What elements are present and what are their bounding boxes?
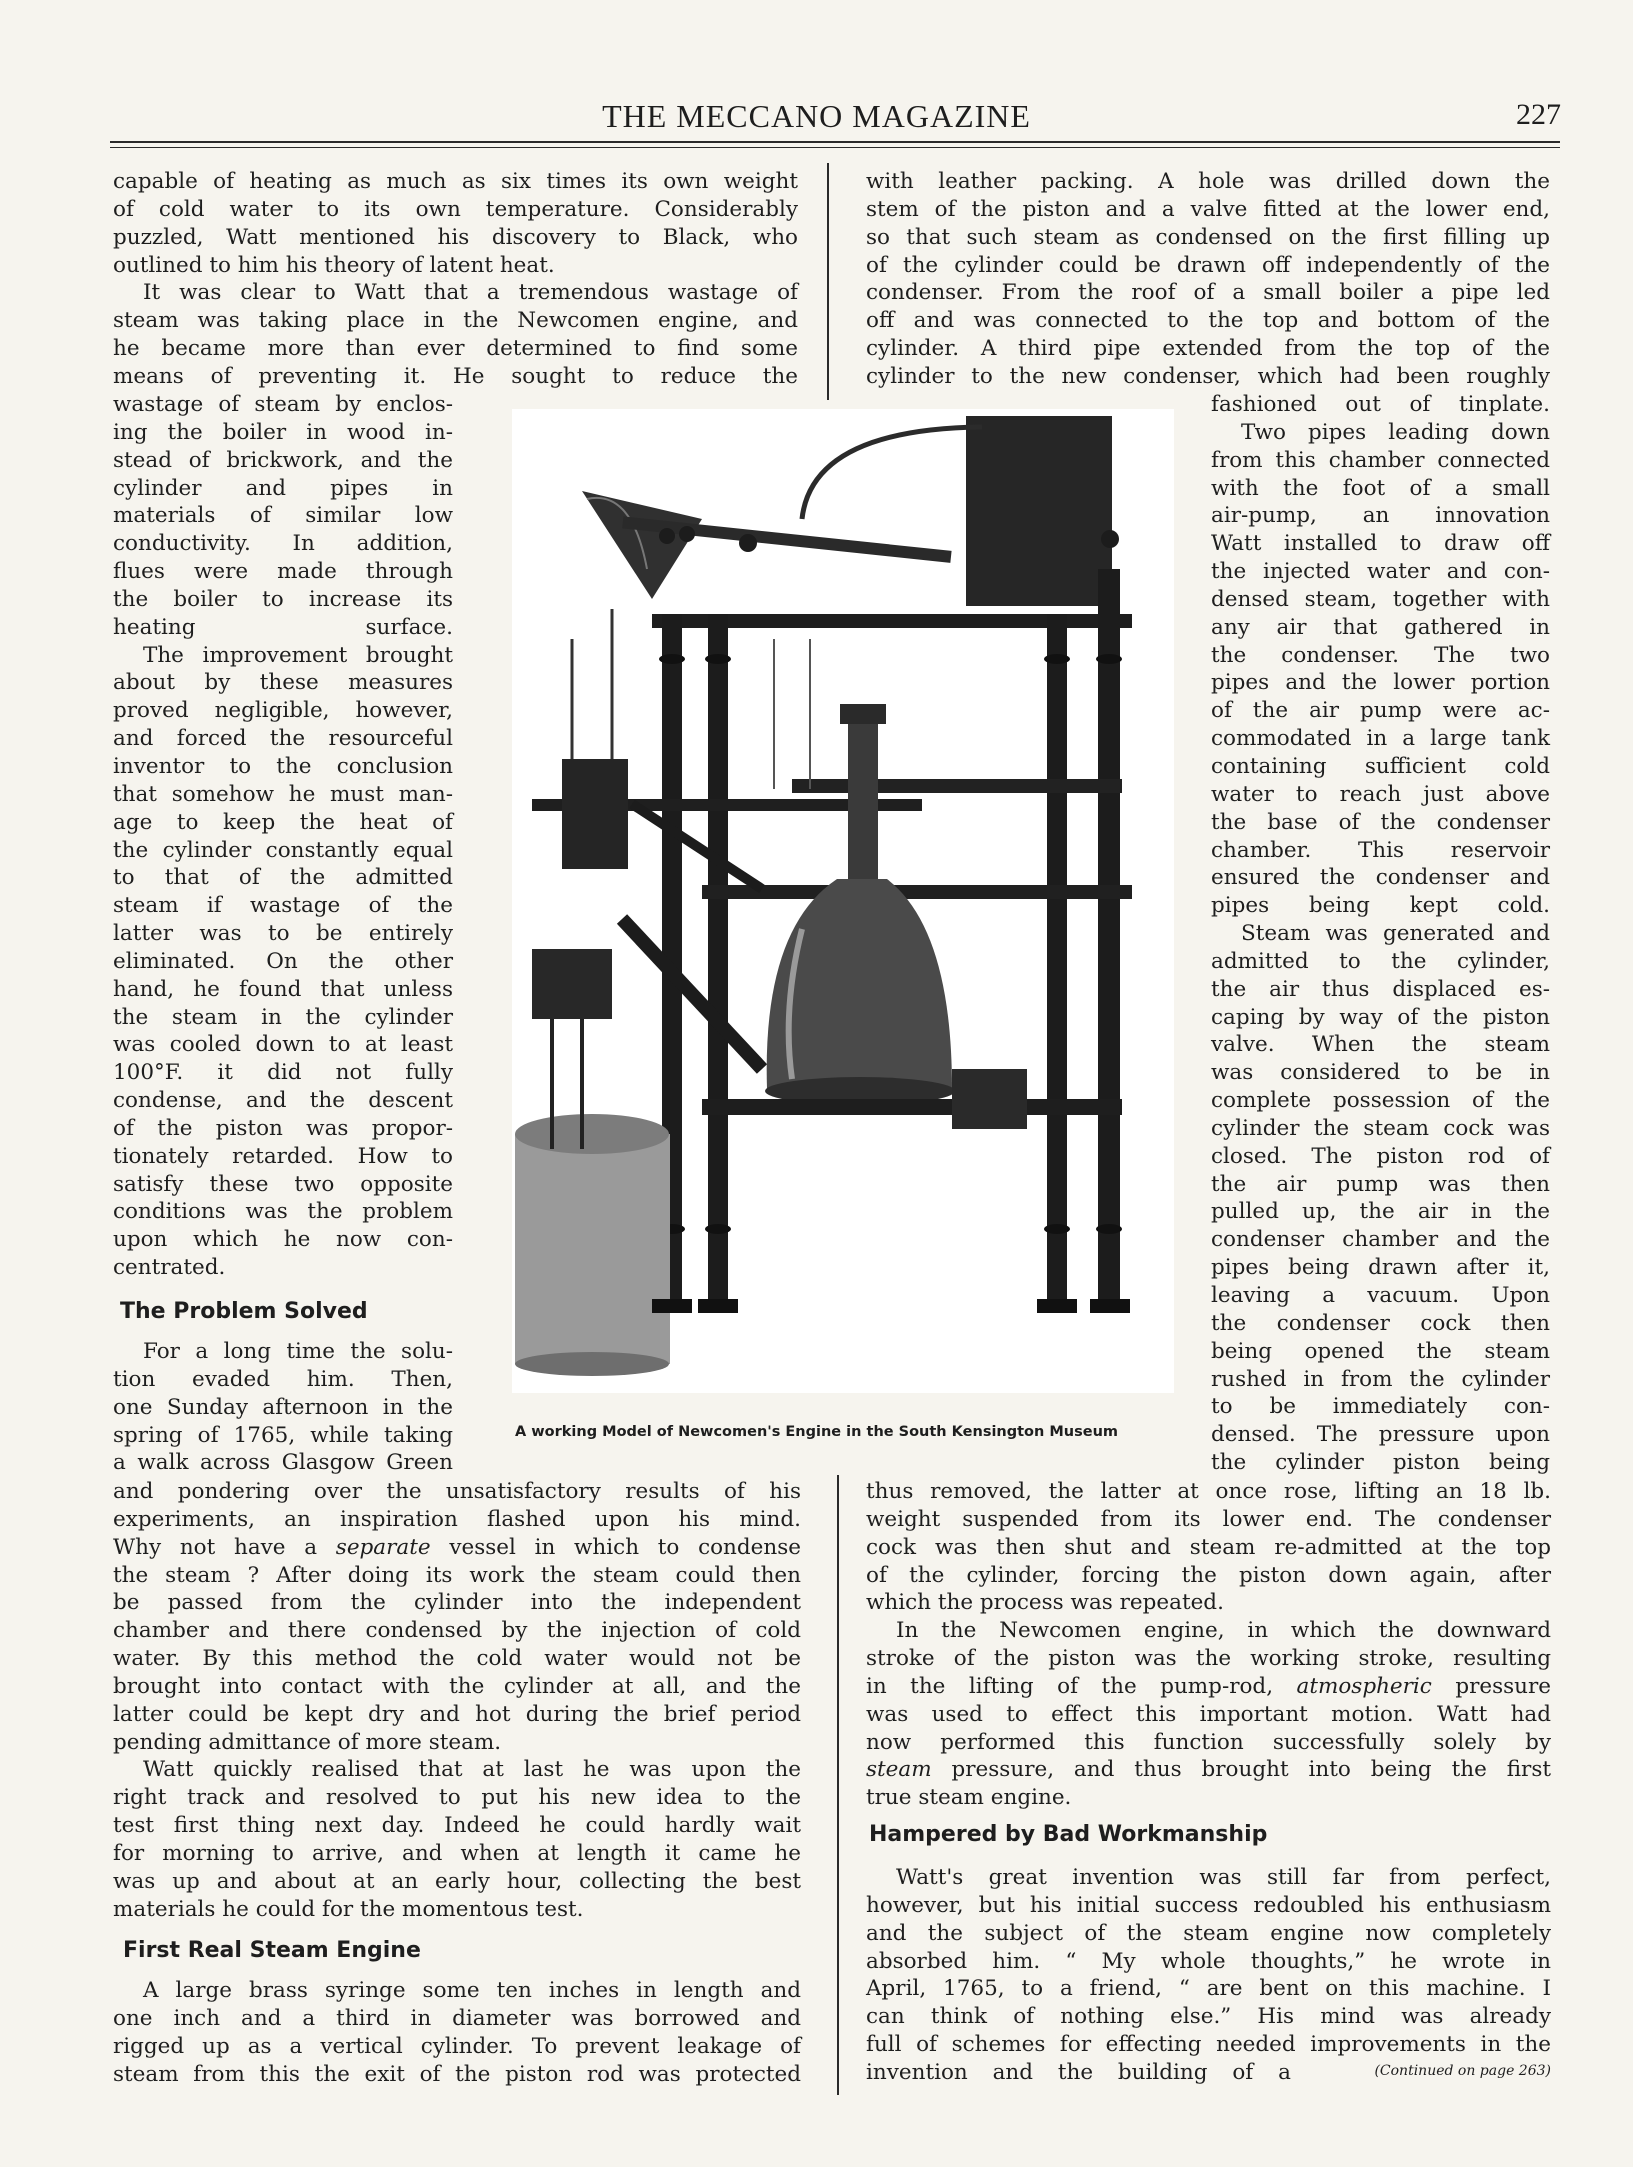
text-line: was cooled down to at least — [113, 1032, 453, 1058]
text-line: condenser. From the roof of a small boiler a pipe led — [866, 280, 1550, 306]
text-line: satisfy these two opposite — [113, 1171, 453, 1197]
text-line: about by these measures — [113, 670, 453, 696]
heading-problem-solved: The Problem Solved — [120, 1299, 368, 1324]
text-line: pending admittance of more steam. — [113, 1729, 502, 1755]
text-line: off and was connected to the top and bottom of the — [866, 308, 1550, 334]
header-rule — [110, 141, 1560, 143]
left-column-narrow — [113, 391, 453, 1282]
text-line: Why not have a separate vessel in which to condense — [113, 1534, 801, 1560]
figure-photo — [512, 409, 1174, 1393]
text-line: stead of brickwork, and the — [113, 447, 453, 473]
text-line: with the foot of a small — [1211, 475, 1550, 501]
text-line: one inch and a third in diameter was borrowed and — [113, 2005, 801, 2031]
paragraph — [113, 168, 798, 279]
text-line: any air that gathered in — [1211, 614, 1550, 640]
text-line: air-pump, an innovation — [1211, 503, 1550, 529]
text-line: containing sufficient cold — [1211, 753, 1550, 779]
text-line: of cold water to its own temperature. Considerably — [113, 196, 798, 222]
text-line: absorbed him. “ My whole thoughts,” he wrote in — [866, 1948, 1551, 1974]
text-line: for morning to arrive, and when at length it came he — [113, 1840, 801, 1866]
text-line: Two pipes leading down — [1241, 419, 1550, 445]
text-line: to that of the admitted — [113, 865, 453, 891]
paragraph — [113, 1977, 801, 2088]
text-line: leaving a vacuum. Upon — [1211, 1283, 1550, 1308]
text-line: condenser chamber and the — [1211, 1227, 1550, 1253]
text-line: full of schemes for effecting needed improvements in the — [866, 2032, 1551, 2058]
paragraph-narrow — [113, 1338, 453, 1477]
text-line: water. By this method the cold water would not be — [113, 1646, 801, 1672]
left-column-top — [113, 168, 798, 391]
text-line: of the piston was propor- — [113, 1115, 453, 1141]
text-line: being opened the steam — [1211, 1338, 1550, 1364]
text-line: densed steam, together with — [1211, 586, 1550, 612]
text-line: of the cylinder, forcing the piston down again, after — [866, 1562, 1551, 1588]
text-line: hand, he found that unless — [113, 976, 453, 1002]
text-line: In the Newcomen engine, in which the downward — [896, 1618, 1551, 1644]
left-column-first — [113, 1977, 801, 2088]
text-line: tionately retarded. How to — [113, 1143, 453, 1169]
text-line: in the lifting of the pump-rod, atmospheric pressure — [866, 1673, 1552, 1699]
text-line: that somehow he must man- — [113, 781, 453, 807]
text-line: was up and about at an early hour, collecting the best — [113, 1868, 801, 1894]
text-line: cock was then shut and steam re-admitted at the top — [866, 1534, 1551, 1560]
heading-hampered: Hampered by Bad Workmanship — [869, 1822, 1268, 1847]
column-divider-bottom — [837, 1475, 839, 2095]
text-line: stroke of the piston was the working stroke, resulting — [866, 1646, 1551, 1672]
last-line: invention and the building of a — [866, 2059, 1291, 2085]
text-line: Watt quickly realised that at last he was upon the — [143, 1757, 801, 1783]
left-column-problem — [113, 1338, 453, 1477]
text-line: the base of the condenser — [1211, 809, 1550, 835]
text-line: the condenser. The two — [1211, 642, 1550, 668]
text-line: upon which he now con- — [113, 1227, 453, 1253]
text-line: caping by way of the piston — [1211, 1004, 1550, 1030]
paragraph-narrow — [113, 391, 453, 1282]
text-line: It was clear to Watt that a tremendous wastage of — [143, 280, 798, 306]
text-line: flues were made through — [113, 559, 453, 585]
text-line: chamber. This reservoir — [1211, 837, 1550, 863]
text-line: the air thus displaced es- — [1211, 976, 1550, 1002]
text-line: condense, and the descent — [113, 1088, 453, 1114]
text-line: ing the boiler in wood in- — [113, 419, 453, 445]
text-line: and pondering over the unsatisfactory results of his — [113, 1479, 801, 1504]
text-line: For a long time the solu- — [143, 1339, 453, 1364]
text-line: admitted to the cylinder, — [1211, 948, 1550, 974]
paragraph — [866, 1478, 1551, 1617]
text-line: cylinder to the new condenser, which had been roughly — [866, 363, 1550, 389]
text-line: The improvement brought — [143, 642, 453, 668]
paragraph — [866, 1617, 1551, 1812]
right-column-bottom — [866, 1478, 1551, 1812]
text-line: thus removed, the latter at once rose, lifting an 18 lb. — [866, 1479, 1551, 1504]
text-line: outlined to him his theory of latent heat. — [113, 252, 555, 278]
text-line: which the process was repeated. — [866, 1590, 1224, 1616]
paragraph — [866, 1864, 1551, 2059]
text-line: the cylinder piston being — [1211, 1450, 1550, 1476]
text-line: was considered to be in — [1211, 1060, 1550, 1086]
text-line: chamber and there condensed by the injection of cold — [113, 1618, 801, 1644]
text-line: to be immediately con- — [1211, 1394, 1550, 1420]
text-line: was used to effect this important motion. Watt had — [866, 1701, 1551, 1727]
running-title: THE MECCANO MAGAZINE — [602, 98, 1031, 134]
paragraph-narrow — [1211, 391, 1550, 1477]
text-line: materials he could for the momentous test. — [113, 1896, 584, 1922]
text-line: latter could be kept dry and hot during the brief period — [113, 1701, 801, 1727]
text-line: closed. The piston rod of — [1211, 1143, 1550, 1169]
text-line: true steam engine. — [866, 1785, 1072, 1811]
text-line: the steam ? After doing its work the steam could then — [113, 1562, 801, 1588]
text-line: of the air pump were ac- — [1211, 698, 1550, 724]
text-line: rushed in from the cylinder — [1211, 1366, 1550, 1392]
text-line: ensured the condenser and — [1211, 865, 1550, 891]
text-line: cylinder. A third pipe extended from the top of the — [866, 336, 1550, 362]
text-line: he became more than ever determined to find some — [113, 336, 798, 362]
text-line: be passed from the cylinder into the independent — [113, 1590, 801, 1616]
heading-first-real-steam-engine: First Real Steam Engine — [123, 1938, 421, 1963]
text-line: brought into contact with the cylinder at all, and the — [113, 1673, 801, 1699]
header-rule-thin — [110, 147, 1560, 148]
text-line: materials of similar low — [113, 503, 453, 529]
text-line: with leather packing. A hole was drilled down the — [866, 169, 1550, 194]
text-line: Steam was generated and — [1241, 921, 1550, 947]
text-line: spring of 1765, while taking — [113, 1422, 453, 1448]
text-line: complete possession of the — [1211, 1088, 1550, 1114]
paragraph — [113, 1756, 801, 1923]
text-line: the injected water and con- — [1211, 559, 1550, 585]
paragraph — [866, 168, 1550, 391]
text-line: now performed this function successfully solely by — [866, 1729, 1551, 1755]
text-line: means of preventing it. He sought to reduce the — [113, 363, 798, 389]
text-line: steam pressure, and thus brought into being the first — [866, 1757, 1551, 1783]
text-line: centrated. — [113, 1255, 226, 1281]
text-line: conductivity. In addition, — [113, 531, 453, 557]
text-line: water to reach just above — [1211, 781, 1550, 807]
text-line: fashioned out of tinplate. — [1211, 392, 1550, 417]
paragraph — [113, 279, 798, 390]
text-line: and the subject of the steam engine now completely — [866, 1920, 1551, 1946]
right-column-narrow — [1211, 391, 1550, 1477]
text-line: the boiler to increase its — [113, 586, 453, 612]
text-line: pipes and the lower portion — [1211, 670, 1550, 696]
text-line: April, 1765, to a friend, “ are bent on this machine. I — [866, 1976, 1551, 2002]
column-divider-top — [827, 163, 829, 400]
text-line: age to keep the heat of — [113, 809, 453, 835]
text-line: right track and resolved to put his new idea to the — [113, 1785, 801, 1811]
text-line: A large brass syringe some ten inches in length and — [143, 1978, 801, 2003]
text-line: steam if wastage of the — [113, 893, 453, 919]
text-line: steam was taking place in the Newcomen engine, and — [113, 308, 798, 334]
text-line: from this chamber connected — [1211, 447, 1550, 473]
text-line: valve. When the steam — [1211, 1032, 1550, 1058]
text-line: pulled up, the air in the — [1211, 1199, 1550, 1225]
text-line: puzzled, Watt mentioned his discovery to Black, who — [113, 224, 798, 250]
text-line: wastage of steam by enclos- — [113, 392, 453, 417]
text-line: the condenser cock then — [1211, 1310, 1550, 1336]
text-line: steam from this the exit of the piston rod was protected — [113, 2061, 801, 2087]
text-line: cylinder and pipes in — [113, 475, 453, 501]
text-line: of the cylinder could be drawn off independently of the — [866, 252, 1550, 278]
newcomen-engine-illustration — [512, 409, 1174, 1393]
text-line: rigged up as a vertical cylinder. To prevent leakage of — [113, 2033, 801, 2059]
continued-note: (Continued on page 263) — [1374, 2062, 1551, 2079]
right-column-hampered — [866, 1864, 1551, 2087]
text-line: the cylinder constantly equal — [113, 837, 453, 863]
text-line: a walk across Glasgow Green — [113, 1450, 453, 1476]
text-line: and forced the resourceful — [113, 726, 453, 752]
text-line: Watt's great invention was still far from perfect, — [896, 1865, 1551, 1890]
text-line: stem of the piston and a valve fitted at the lower end, — [866, 196, 1550, 222]
page-number: 227 — [1516, 98, 1561, 131]
text-line: proved negligible, however, — [113, 698, 453, 724]
text-line: however, but his initial success redoubled his enthusiasm — [866, 1892, 1551, 1918]
text-line: test first thing next day. Indeed he could hardly wait — [113, 1813, 801, 1839]
paragraph — [113, 1478, 801, 1756]
text-line: capable of heating as much as six times its own weight — [113, 169, 798, 194]
text-line: inventor to the conclusion — [113, 753, 453, 779]
text-line: densed. The pressure upon — [1211, 1422, 1550, 1448]
text-line: eliminated. On the other — [113, 948, 453, 974]
text-line: the air pump was then — [1211, 1171, 1550, 1197]
text-line: the steam in the cylinder — [113, 1004, 453, 1030]
text-line: cylinder the steam cock was — [1211, 1115, 1550, 1141]
figure-caption: A working Model of Newcomen's Engine in the South Kensington Museum — [515, 1424, 1119, 1440]
text-line: tion evaded him. Then, — [113, 1366, 453, 1392]
text-line: pipes being kept cold. — [1211, 893, 1550, 919]
text-line: experiments, an inspiration flashed upon his mind. — [113, 1506, 801, 1532]
left-column-bottom — [113, 1478, 801, 1924]
text-line: 100°F. it did not fully — [113, 1060, 453, 1086]
text-line: latter was to be entirely — [113, 921, 453, 947]
text-line: pipes being drawn after it, — [1211, 1255, 1550, 1281]
right-column-top — [866, 168, 1550, 391]
text-line: heating surface. — [113, 614, 453, 640]
text-line: so that such steam as condensed on the first filling up — [866, 224, 1550, 250]
text-line: weight suspended from its lower end. The condenser — [866, 1506, 1551, 1532]
text-line: commodated in a large tank — [1211, 726, 1550, 752]
text-line: one Sunday afternoon in the — [113, 1394, 453, 1420]
text-line: conditions was the problem — [113, 1199, 453, 1225]
text-line: Watt installed to draw off — [1211, 531, 1550, 557]
text-line: can think of nothing else.” His mind was already — [866, 2004, 1551, 2030]
